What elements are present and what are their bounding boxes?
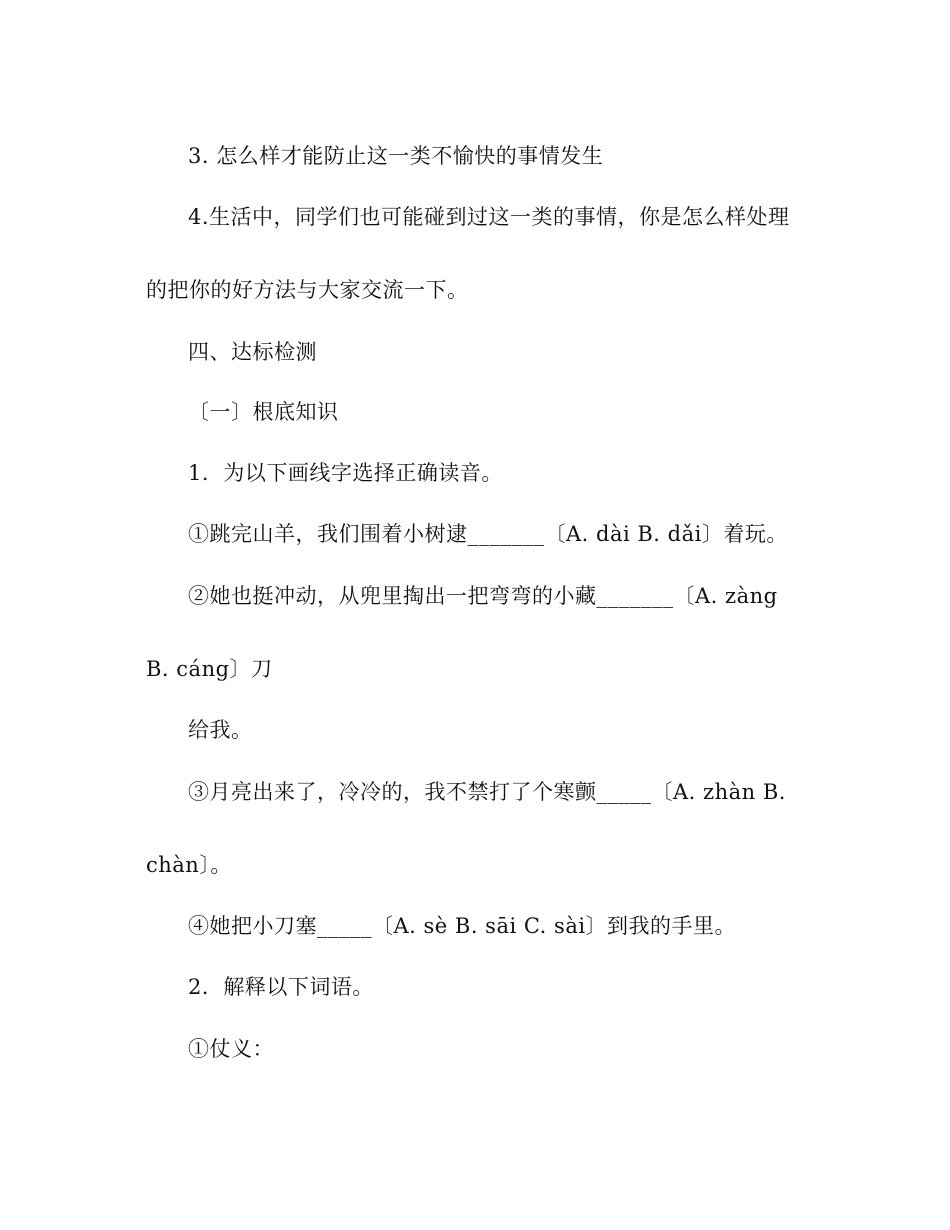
exercise-1-item-4: ④她把小刀塞_____〔A. sè B. sāi C. sài〕到我的手里。 [188,914,737,938]
section-heading-assessment: 四、达标检测 [188,340,317,364]
exercise-1-item-3-line-1: ③月亮出来了，冷冷的，我不禁打了个寒颤_____〔A. zhàn B. [188,780,786,804]
exercise-1-item-2-line-2: B. cáng〕刀 [146,657,273,681]
exercise-1-item-3-line-2: chàn〕。 [146,853,232,877]
question-4-line-2: 的把你的好方法与大家交流一下。 [146,278,469,302]
subsection-heading-basic-knowledge: 〔一〕根底知识 [188,400,339,424]
exercise-1-item-2-line-1: ②她也挺冲动，从兜里掏出一把弯弯的小藏_______〔A. zàng [188,584,778,608]
exercise-1-item-2-line-3: 给我。 [188,718,253,742]
exercise-2-instruction: 2．解释以下词语。 [188,975,374,999]
question-3: 3. 怎么样才能防止这一类不愉快的事情发生 [188,144,604,168]
exercise-2-item-1: ①仗义： [188,1037,274,1061]
exercise-1-item-1: ①跳完山羊，我们围着小树逮_______〔A. dài B. dǎi〕着玩。 [188,522,788,546]
question-4-line-1: 4.生活中，同学们也可能碰到过这一类的事情，你是怎么样处理 [188,205,790,229]
exercise-1-instruction: 1．为以下画线字选择正确读音。 [188,461,503,485]
